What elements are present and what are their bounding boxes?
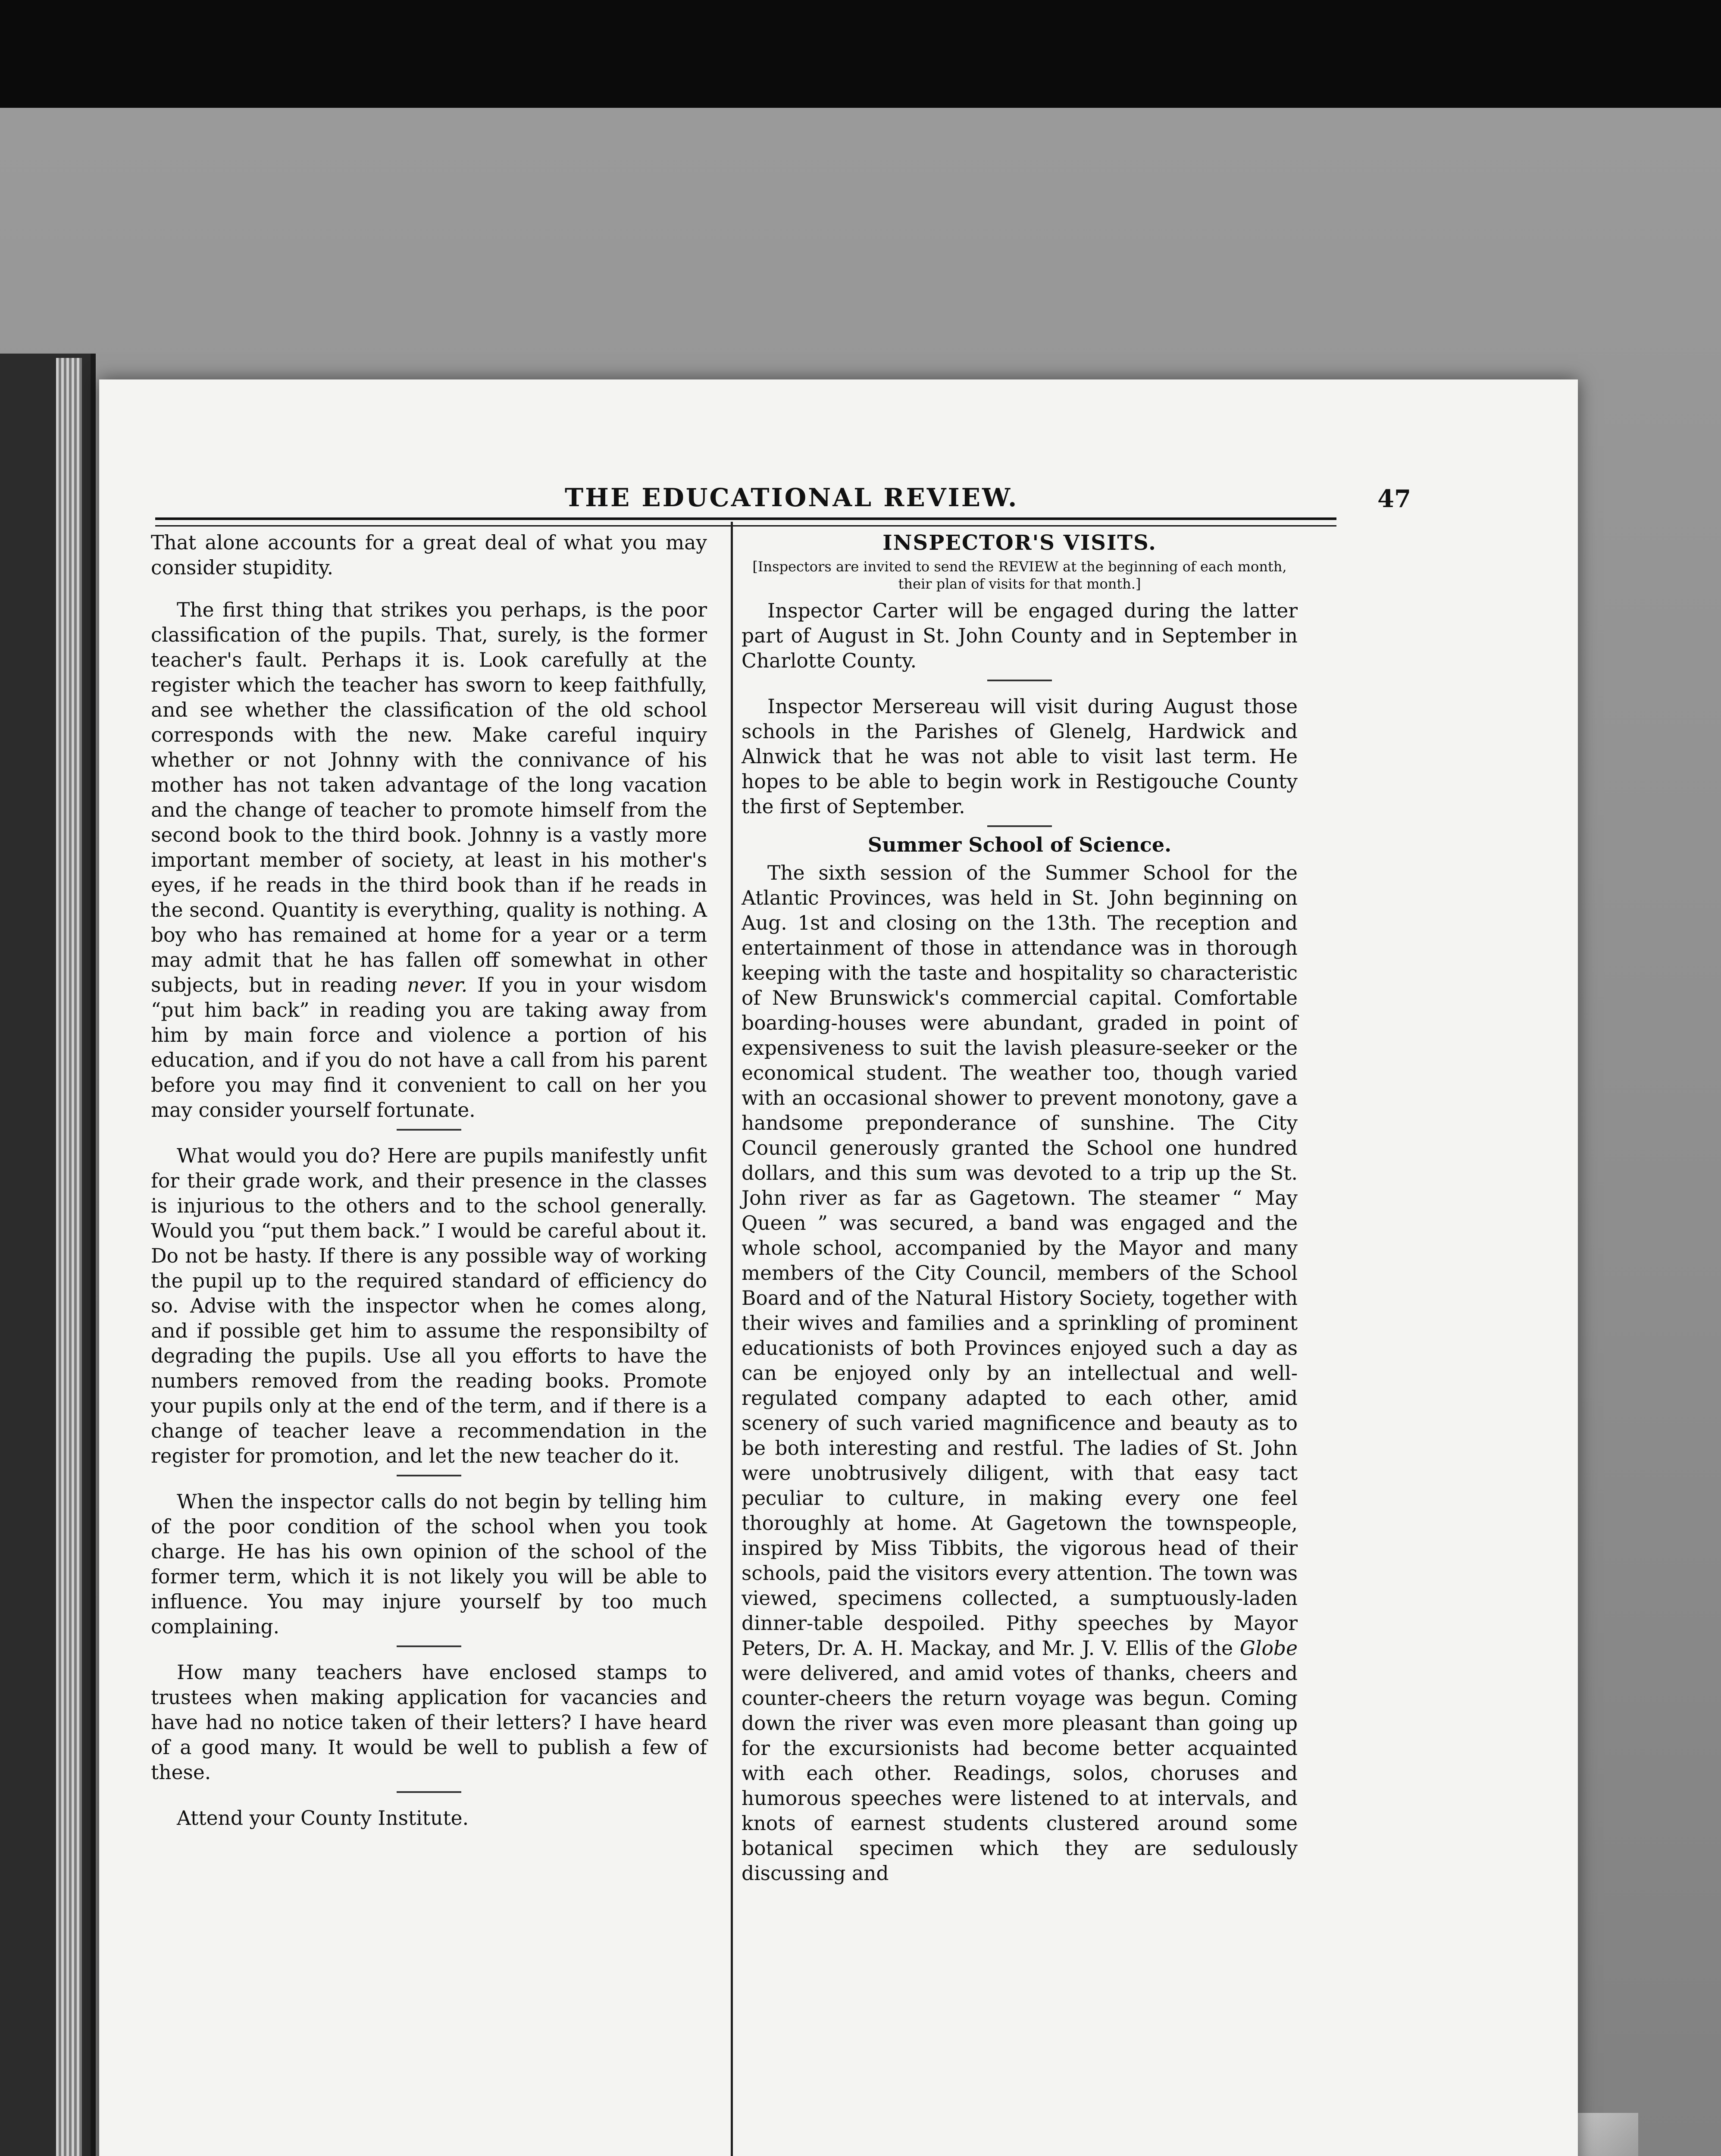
section-rule — [397, 1475, 461, 1476]
paragraph: When the inspector calls do not begin by telling him of the poor condition of the school when you took charge. He has his own opinion of the school of the former term, which it is not likely you will be able to influence. You may injure yourself by too much complaining. — [151, 1490, 707, 1638]
paragraph: The sixth session of the Summer School for the Atlantic Provinces, was held in St. John beginning on Aug. 1st and closing on the 13th. The reception and entertainment of those in attendance was in thorough keeping with the taste and hospitality so characteristic of New Brunswick's commercial capital. Comfortable boarding-houses were abundant, graded in point of expensiveness to suit the lavish pleasure-seeker or the economical student. The weather too, though varied with an occasional shower to prevent monotony, gave a handsome preponderance of sunshine. The City Council generously granted the School one hundred dollars, and this sum was devoted to a trip up the St. John river as far as Gagetown. The steamer “ May Queen ” was secured, a band was engaged and the whole school, accompanied by the Mayor and many members of the City Council, members of the School Board and of the Natural History Society, together with their wives and families and a sprinkling of prominent educationists of both Provinces enjoyed such a day as can be enjoyed only by an intellectual and well-regulated company adapted to each other, amid scenery of such varied magnificence and beauty as to be both interesting and restful. The ladies of St. John were unobtrusively diligent, with that easy tact peculiar to culture, in making every one feel thoroughly at home. At Gagetown the townspeople, inspired by Miss Tibbits, the vigorous head of their schools, paid the visitors every attention. The town was viewed, specimens collected, a sumptuously-laden dinner-table despoiled. Pithy speeches by Mayor Peters, Dr. A. H. Mackay, and Mr. J. V. Ellis of the Globe were delivered, and amid votes of thanks, cheers and counter-cheers the return voyage was begun. Coming down the river was even more pleasant than going up for the excursionists had become better acquainted with each other. Readings, solos, choruses and humorous speeches were listened to at intervals, and knots of earnest students clustered around some botanical specimen which they are sedulously discussing and — [742, 862, 1298, 1885]
paragraph: How many teachers have enclosed stamps to trustees when making application for vacancies and have had no notice taken of their letters? I have heard of a good many. It would be well to publish a few of these. — [151, 1661, 707, 1784]
header-rule-thin — [155, 525, 1336, 526]
section-title: INSPECTOR'S VISITS. — [882, 531, 1157, 555]
section-rule — [397, 1791, 461, 1793]
paragraph: What would you do? Here are pupils manifestly unfit for their grade work, and their presence in the classes is injurious to the others and to the school generally. Would you “put them back.” I would be careful about it. Do not be hasty. If there is any possible way of working the pupil up to the required standard of efficiency do so. Advise with the inspector when he comes along, and if possible get him to assume the responsibilty of degrading the pupils. Use all you efforts to have the numbers removed from the reading books. Promote your pupils only at the end of the term, and if there is a change of teacher leave a recommendation in the register for promotion, and let the new teacher do it. — [151, 1144, 707, 1467]
subsection-title: Summer School of Science. — [867, 833, 1172, 856]
book-page-edges — [56, 358, 82, 2156]
page-number: 47 — [1377, 485, 1411, 513]
section-note: [Inspectors are invited to send the REVIEW at the beginning of each month, their plan of visits for that month.] — [752, 558, 1287, 592]
paragraph: Inspector Carter will be engaged during the latter part of August in St. John County and in September in Charlotte County. — [742, 599, 1298, 672]
film-border-top — [0, 0, 1721, 108]
page-header — [99, 483, 1578, 522]
section-rule — [397, 1129, 461, 1131]
paragraph: That alone accounts for a great deal of what you may consider stupidity. — [151, 531, 707, 579]
section-rule — [987, 680, 1052, 681]
column-divider — [731, 522, 733, 2156]
paragraph: Inspector Mersereau will visit during August those schools in the Parishes of Glenelg, Hardwick and Alnwick that he was not able to visit last term. He hopes to be able to begin work in Restigouche County the first of September. — [742, 695, 1298, 818]
header-rule — [155, 517, 1336, 520]
section-rule — [397, 1645, 461, 1647]
paragraph: The first thing that strikes you perhaps, is the poor classification of the pupils. That, surely, is the former teacher's fault. Perhaps it is. Look carefully at the register which the teacher has sworn to keep faithfully, and see whether the classification of the old school corresponds with the new. Make careful inquiry whether or not Johnny with the connivance of his mother has not taken advantage of the long vacation and the change of teacher to promote himself from the second book to the third book. Johnny is a vastly more important member of society, at least in his mother's eyes, if he reads in the third book than if he reads in the second. Quantity is everything, quality is nothing. A boy who has remained at home for a year or a term may admit that he has fallen off somewhat in other subjects, but in reading never. If you in your wisdom “put him back” in reading you are taking away from him by main force and violence a portion of his education, and if you do not have a call from his parent before you may find it convenient to call on her you may consider yourself fortunate. — [151, 599, 707, 1122]
paragraph: Attend your County Institute. — [177, 1807, 469, 1830]
section-rule — [987, 825, 1052, 827]
left-column — [151, 530, 707, 1831]
right-column — [742, 530, 1298, 1886]
running-title: THE EDUCATIONAL REVIEW. — [565, 483, 1019, 512]
